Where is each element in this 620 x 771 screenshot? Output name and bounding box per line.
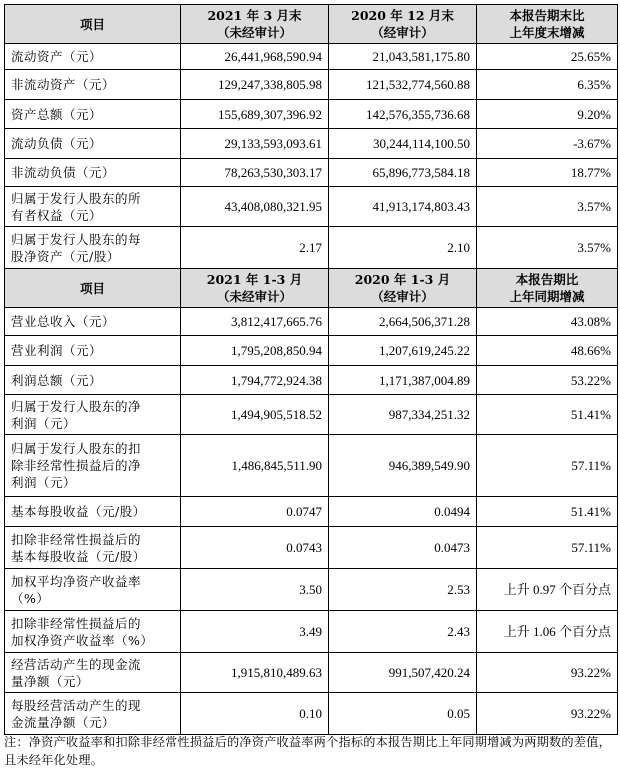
- row-label: [5, 129, 181, 159]
- header-change-text: 上年同期增减: [509, 289, 585, 304]
- value-change: 43.08%: [477, 308, 618, 336]
- header-change-text: 本报告期末比: [509, 8, 585, 23]
- value-current: 1,915,810,489.63: [181, 653, 329, 693]
- header-prior-period-text: 2020 年 12 月末: [351, 8, 454, 23]
- row-label-line: 扣除非经常性损益后的: [11, 531, 142, 547]
- row-label-line: 经营活动产生的现金流: [11, 656, 142, 672]
- table-footnote: 注：净资产收益率和扣除非经常性损益后的净资产收益率两个指标的本报告期比上年同期增减为两期数的差值，且未经年化处理。: [4, 735, 611, 767]
- row-label-line: 量净额（元）: [11, 673, 90, 689]
- table-row: [5, 187, 618, 227]
- table-row: [5, 308, 618, 336]
- row-label: [5, 497, 181, 527]
- value-current: 1,494,905,518.52: [181, 395, 329, 435]
- value-prior: 65,896,773,584.18: [329, 159, 477, 187]
- header-item-text: 项目: [79, 16, 105, 32]
- table-row: [5, 395, 618, 435]
- value-change: 3.57%: [477, 227, 618, 269]
- value-change: 18.77%: [477, 159, 618, 187]
- header-current-period: [181, 5, 329, 44]
- row-label-line: （%）: [11, 590, 50, 606]
- row-label-line: 营业利润（元）: [11, 343, 103, 358]
- row-label: [5, 336, 181, 366]
- value-current: 1,486,845,511.90: [181, 435, 329, 497]
- row-label: [5, 395, 181, 435]
- row-label-line: 利润总额（元）: [11, 372, 103, 388]
- value-current: 1,794,772,924.38: [181, 366, 329, 395]
- value-change: 57.11%: [477, 435, 618, 497]
- header-current-period-text: 2021 年 1-3 月: [206, 272, 303, 287]
- row-label: [5, 44, 181, 70]
- header-current-period-text: 2021 年 3 月末: [207, 8, 302, 23]
- row-label-line: 除非经常性损益后的净: [11, 458, 142, 473]
- row-label-line: 加权净资产收益率（%）: [11, 632, 154, 648]
- value-current: 129,247,338,805.98: [181, 70, 329, 100]
- value-prior: 0.0494: [329, 497, 477, 527]
- row-label-line: 流动资产（元）: [11, 49, 103, 64]
- row-label: [5, 100, 181, 129]
- value-change: 53.22%: [477, 366, 618, 395]
- value-prior: 0.05: [329, 693, 477, 735]
- value-prior: 41,913,174,803.43: [329, 187, 477, 227]
- value-current: 3,812,417,665.76: [181, 308, 329, 336]
- value-change: 93.22%: [477, 653, 618, 693]
- table-row: [5, 435, 618, 497]
- row-label-line: 基本每股收益（元/股）: [11, 548, 146, 564]
- table-row: [5, 129, 618, 159]
- row-label-line: 金流量净额（元）: [11, 714, 116, 730]
- row-label-line: 基本每股收益（元/股）: [11, 504, 146, 519]
- row-label: [5, 366, 181, 395]
- value-prior: 946,389,549.90: [329, 435, 477, 497]
- value-prior: 2.43: [329, 611, 477, 653]
- table-row: [5, 227, 618, 269]
- value-current: 3.50: [181, 569, 329, 611]
- row-label: [5, 693, 181, 735]
- row-label-line: 非流动资产（元）: [11, 77, 116, 92]
- value-current: 43,408,080,321.95: [181, 187, 329, 227]
- value-change: 51.41%: [477, 395, 618, 435]
- row-label-line: 归属于发行人股东的所: [11, 190, 142, 206]
- value-prior: 142,576,355,736.68: [329, 100, 477, 129]
- table-row: [5, 497, 618, 527]
- row-label: [5, 435, 181, 497]
- header-current-period-text: （未经审计）: [216, 25, 292, 40]
- row-label-line: 归属于发行人股东的扣: [11, 441, 142, 456]
- table-row: [5, 336, 618, 366]
- header-prior-period: [329, 269, 477, 308]
- row-label: [5, 70, 181, 100]
- value-current: 155,689,307,396.92: [181, 100, 329, 129]
- value-prior: 1,207,619,245.22: [329, 336, 477, 366]
- row-label-line: 利润（元）: [11, 475, 77, 490]
- value-prior: 991,507,420.24: [329, 653, 477, 693]
- row-label: [5, 308, 181, 336]
- table-row: [5, 366, 618, 395]
- header-current-period-text: （未经审计）: [216, 289, 292, 304]
- value-current: 0.10: [181, 693, 329, 735]
- table-row: [5, 693, 618, 735]
- value-current: 78,263,530,303.17: [181, 159, 329, 187]
- value-prior: 2,664,506,371.28: [329, 308, 477, 336]
- value-current: 26,441,968,590.94: [181, 44, 329, 70]
- header-row: [5, 269, 618, 308]
- header-prior-period-text: 2020 年 1-3 月: [354, 272, 451, 287]
- value-prior: 2.10: [329, 227, 477, 269]
- value-change: 51.41%: [477, 497, 618, 527]
- value-current: 0.0743: [181, 527, 329, 569]
- financial-table: [4, 4, 618, 735]
- header-prior-period-text: （经审计）: [371, 25, 434, 40]
- row-label-line: 有者权益（元）: [11, 207, 103, 223]
- row-label: [5, 187, 181, 227]
- header-current-period: [181, 269, 329, 308]
- value-prior: 0.0473: [329, 527, 477, 569]
- row-label: [5, 227, 181, 269]
- value-change: 25.65%: [477, 44, 618, 70]
- value-change: 6.35%: [477, 70, 618, 100]
- row-label: [5, 527, 181, 569]
- row-label: [5, 653, 181, 693]
- value-prior: 1,171,387,004.89: [329, 366, 477, 395]
- header-row: [5, 5, 618, 44]
- value-current: 3.49: [181, 611, 329, 653]
- row-label-line: 营业总收入（元）: [11, 314, 116, 329]
- header-change-text: 上年度末增减: [509, 25, 585, 40]
- table-row: [5, 70, 618, 100]
- header-change: [477, 269, 618, 308]
- row-label-line: 归属于发行人股东的每: [11, 231, 142, 247]
- value-current: 29,133,593,093.61: [181, 129, 329, 159]
- header-item-text: 项目: [79, 280, 105, 296]
- value-change: 上升 0.97 个百分点: [477, 569, 618, 611]
- value-prior: 987,334,251.32: [329, 395, 477, 435]
- table-row: [5, 611, 618, 653]
- value-change: 3.57%: [477, 187, 618, 227]
- row-label-line: 流动负债（元）: [11, 136, 103, 151]
- row-label: [5, 569, 181, 611]
- value-current: 1,795,208,850.94: [181, 336, 329, 366]
- value-current: 2.17: [181, 227, 329, 269]
- header-prior-period-text: （经审计）: [371, 289, 434, 304]
- value-change: 9.20%: [477, 100, 618, 129]
- value-prior: 30,244,114,100.50: [329, 129, 477, 159]
- financial-table-body: [5, 5, 618, 735]
- header-item: [5, 269, 181, 308]
- header-change-text: 本报告期比: [515, 272, 579, 287]
- row-label-line: 非流动负债（元）: [11, 165, 116, 180]
- value-prior: 2.53: [329, 569, 477, 611]
- row-label-line: 股净资产（元/股）: [11, 248, 120, 264]
- value-current: 0.0747: [181, 497, 329, 527]
- row-label-line: 扣除非经常性损益后的: [11, 615, 142, 631]
- table-row: [5, 653, 618, 693]
- row-label-line: 资产总额（元）: [11, 106, 103, 122]
- table-row: [5, 44, 618, 70]
- value-prior: 21,043,581,175.80: [329, 44, 477, 70]
- header-item: [5, 5, 181, 44]
- value-change: 48.66%: [477, 336, 618, 366]
- table-row: [5, 100, 618, 129]
- value-change: 93.22%: [477, 693, 618, 735]
- table-row: [5, 569, 618, 611]
- value-change: 上升 1.06 个百分点: [477, 611, 618, 653]
- header-prior-period: [329, 5, 477, 44]
- row-label-line: 每股经营活动产生的现: [11, 697, 142, 713]
- table-row: [5, 159, 618, 187]
- row-label-line: 归属于发行人股东的净: [11, 398, 142, 414]
- row-label: [5, 611, 181, 653]
- row-label-line: 利润（元）: [11, 415, 77, 431]
- table-row: [5, 527, 618, 569]
- row-label-line: 加权平均净资产收益率: [11, 573, 142, 589]
- value-change: -3.67%: [477, 129, 618, 159]
- row-label: [5, 159, 181, 187]
- header-change: [477, 5, 618, 44]
- value-prior: 121,532,774,560.88: [329, 70, 477, 100]
- value-change: 57.11%: [477, 527, 618, 569]
